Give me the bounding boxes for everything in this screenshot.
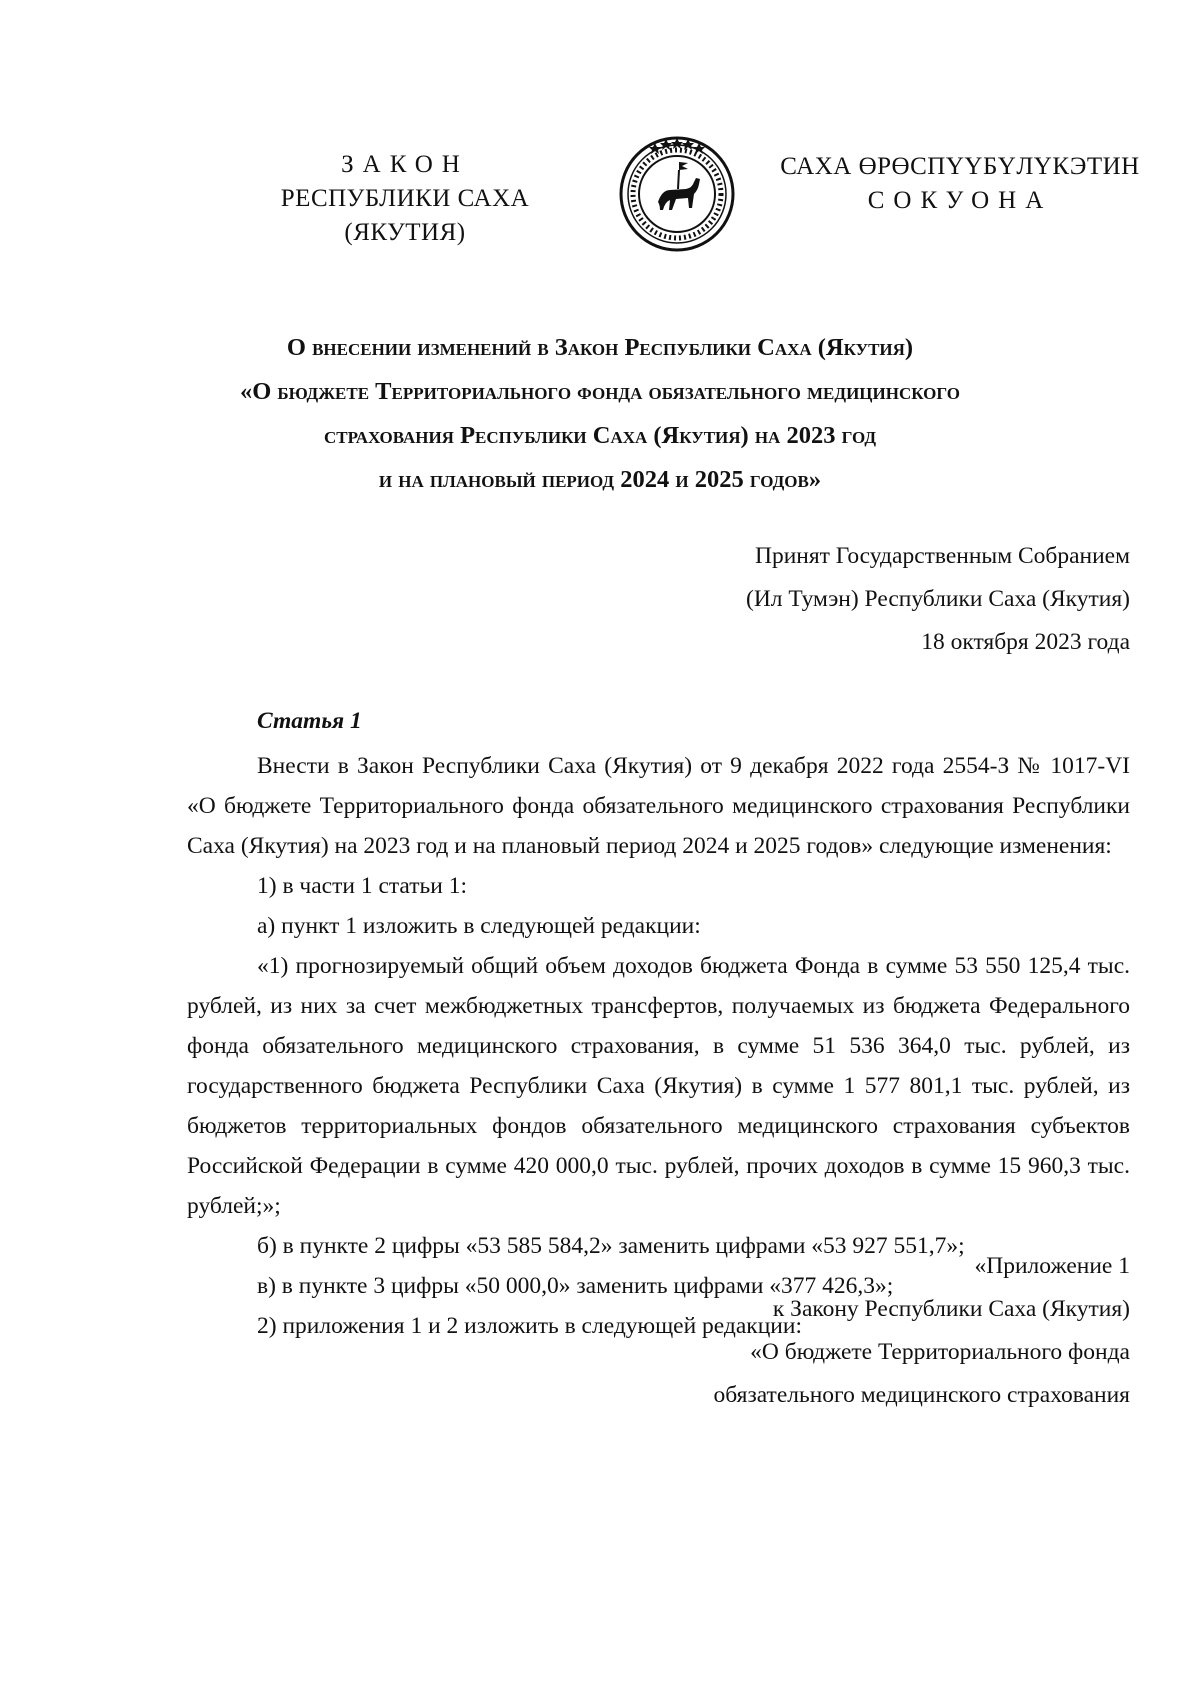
law-title-line: О внесении изменений в Закон Республики Саха (Якутия) bbox=[286, 334, 914, 361]
adoption-line: Принят Государственным Собранием bbox=[754, 543, 1130, 569]
article-paragraph: 2) приложения 1 и 2 изложить в следующей редакции: bbox=[257, 1313, 802, 1339]
article-paragraph: а) пункт 1 изложить в следующей редакции: bbox=[257, 913, 701, 939]
coat-of-arms-icon bbox=[618, 132, 736, 254]
appendix-line: «О бюджете Территориального фонда bbox=[750, 1339, 1130, 1365]
header-left-subtitle: РЕСПУБЛИКИ САХА (ЯКУТИЯ) bbox=[280, 185, 530, 246]
law-title-line: страхования Республики Саха (Якутия) на 2023 год bbox=[323, 422, 877, 449]
adoption-date: 18 октября 2023 года bbox=[921, 629, 1130, 655]
law-title bbox=[160, 326, 1040, 502]
header-right-subtitle: СОКУОНА bbox=[867, 187, 1053, 214]
law-title-line: и на плановый период 2024 и 2025 годов» bbox=[378, 466, 822, 493]
header-left bbox=[220, 148, 590, 250]
article-paragraph: 1) в части 1 статьи 1: bbox=[257, 873, 467, 899]
article-paragraph: б) в пункте 2 цифры «53 585 584,2» заменить цифрами «53 927 551,7»; bbox=[257, 1233, 965, 1259]
law-title-line: «О бюджете Территориального фонда обязательного медицинского bbox=[240, 378, 960, 405]
adoption-note bbox=[600, 535, 1130, 664]
header-left-title: ЗАКОН bbox=[341, 151, 469, 178]
article-paragraph: в) в пункте 3 цифры «50 000,0» заменить цифрами «377 426,3»; bbox=[257, 1273, 894, 1299]
appendix-heading bbox=[600, 1245, 1130, 1417]
article-heading: Статья 1 bbox=[257, 708, 362, 734]
header-right bbox=[775, 150, 1145, 218]
appendix-line: обязательного медицинского страхования bbox=[713, 1382, 1130, 1408]
appendix-line: «Приложение 1 bbox=[974, 1253, 1130, 1279]
adoption-line: (Ил Тумэн) Республики Саха (Якутия) bbox=[746, 586, 1130, 612]
header-right-title: САХА ӨРӨСПҮҮБҮЛҮКЭТИН bbox=[780, 153, 1140, 180]
article-paragraph: «1) прогнозируемый общий объем доходов бюджета Фонда в сумме 53 550 125,4 тыс. рублей, из них за счет межбюджетных трансфертов, получаемых из бюджета Федерального фонда обязательного медицинского страхования, в сумме 51 536 364,0 тыс. рублей, из государственного бюджета Республики Саха (Якутия) в сумме 1 577 801,1 тыс. рублей, из бюджетов территориальных фондов обязательного медицинского страхования субъектов Российской Федерации в сумме 420 000,0 тыс. рублей, прочих доходов в сумме 15 960,3 тыс. рублей;»; bbox=[187, 953, 1130, 1219]
appendix-line: к Закону Республики Саха (Якутия) bbox=[772, 1296, 1130, 1322]
article-paragraph: Внести в Закон Республики Саха (Якутия) от 9 декабря 2022 года 2554-З № 1017-VI «О бюджете Территориального фонда обязательного медицинского страхования Республики Саха (Якутия) на 2023 год и на плановый период 2024 и 2025 годов» следующие изменения: bbox=[187, 753, 1130, 859]
